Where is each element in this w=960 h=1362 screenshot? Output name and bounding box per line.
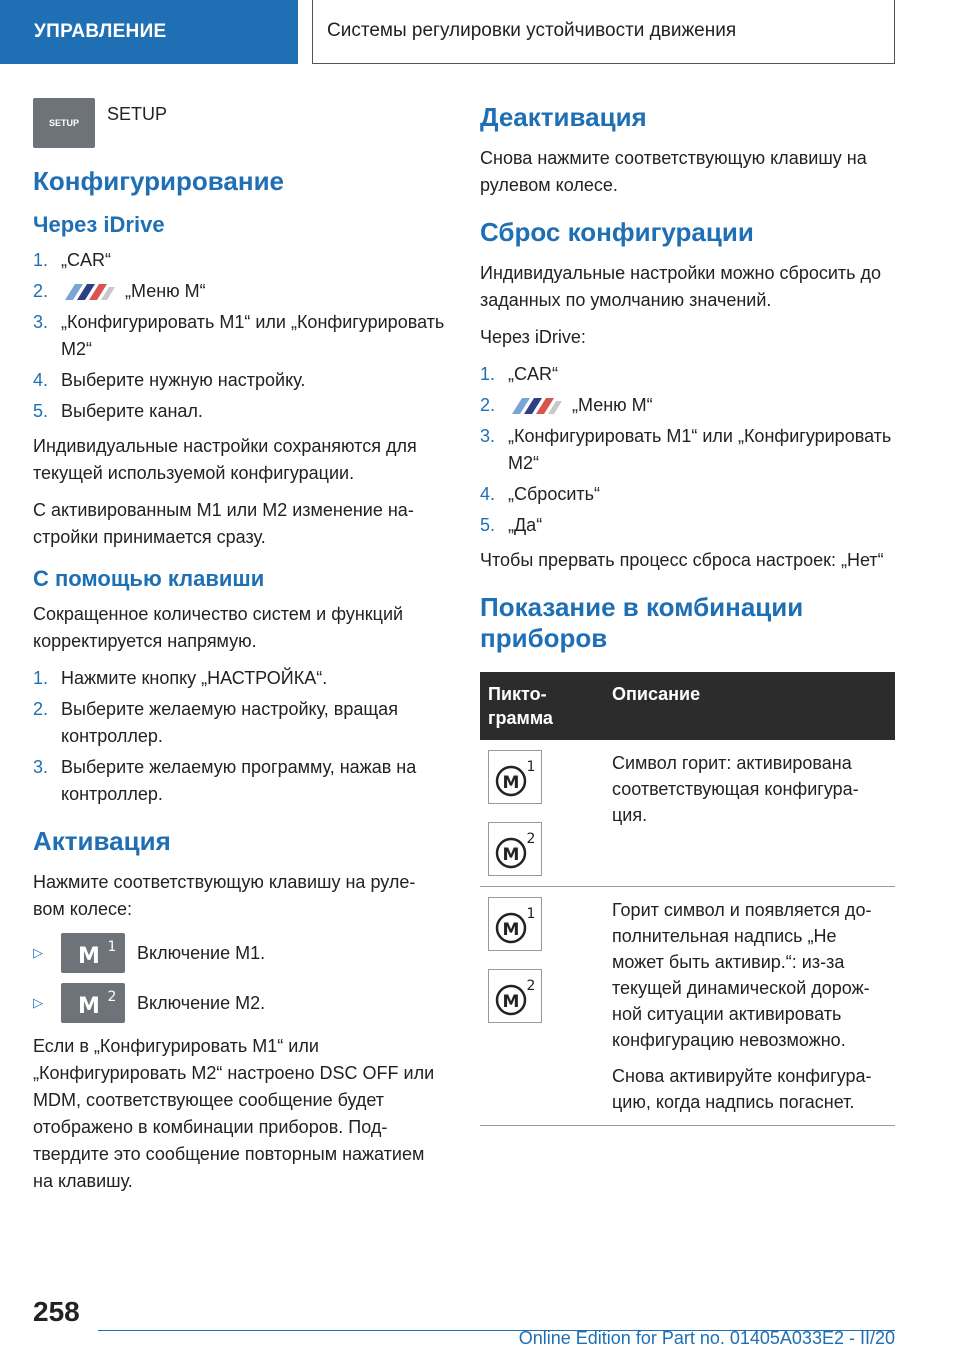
description-text: Снова активируйте конфигура-цию, когда надпись погаснет. <box>612 1066 872 1112</box>
steps-idrive <box>33 247 445 425</box>
paragraph-active: С активированным M1 или M2 изменение на-стройки принимается сразу. <box>33 500 414 547</box>
table-cell-icons <box>480 887 604 1126</box>
heading-activation: Активация <box>33 826 171 856</box>
step-number: 2. <box>33 281 49 301</box>
step-number: 2. <box>480 395 496 415</box>
description-text: Горит символ и появляется до-полнительная надпись „Не может быть активир.“: из-за текущей динамической дорож-ной ситуации активировать конфигурацию невозможно. <box>612 900 872 1050</box>
svg-text:M: M <box>502 920 520 940</box>
step-number: 1. <box>33 668 49 688</box>
list-item <box>480 481 895 508</box>
list-item <box>33 247 445 274</box>
paragraph-via: Через iDrive: <box>480 327 586 347</box>
table-row <box>480 887 895 1126</box>
list-item <box>480 361 895 388</box>
setup-row <box>33 98 445 148</box>
svg-text:1: 1 <box>526 759 536 775</box>
svg-text:M: M <box>78 994 100 1019</box>
table-row <box>480 740 895 887</box>
m1-indicator-icon <box>488 897 542 951</box>
svg-text:2: 2 <box>526 831 536 847</box>
heading-via-idrive: Через iDrive <box>33 212 165 237</box>
step-text: Выберите желаемую программу, нажав на контроллер. <box>61 757 417 804</box>
setup-button-image: SETUP <box>33 98 95 148</box>
activation-text: Включение M2. <box>137 992 266 1013</box>
step-text: Выберите канал. <box>61 401 203 421</box>
step-text: „Меню M“ <box>572 395 653 415</box>
svg-text:2: 2 <box>107 989 117 1005</box>
m-stripes-icon <box>61 284 117 300</box>
steps-reset <box>480 361 895 539</box>
paragraph-key: Сокращенное количество систем и функций корректируется напрямую. <box>33 604 404 651</box>
step-text: „Конфигурировать M1“ или „Конфигурировать M2“ <box>508 426 892 473</box>
step-text: „CAR“ <box>508 364 558 384</box>
paragraph-reset: Индивидуальные настройки можно сбросить до заданных по умолчанию значений. <box>480 263 882 310</box>
step-number: 5. <box>33 401 49 421</box>
list-item <box>33 665 445 692</box>
heading-via-key: С помощью клавиши <box>33 566 265 591</box>
list-item <box>33 696 445 750</box>
header-chapter: Системы регулировки устойчивости движения <box>312 0 895 64</box>
svg-text:2: 2 <box>526 978 536 994</box>
svg-text:1: 1 <box>107 939 117 955</box>
table-header-row <box>480 672 895 740</box>
list-item <box>33 398 445 425</box>
step-number: 3. <box>33 757 49 777</box>
triangle-bullet-icon: ▷ <box>33 945 43 960</box>
list-item <box>480 512 895 539</box>
right-column <box>480 98 895 1126</box>
activation-item-m1 <box>33 933 445 973</box>
list-item <box>33 309 445 363</box>
heading-display: Показание в комбинации приборов <box>480 592 804 653</box>
step-number: 1. <box>33 250 49 270</box>
table-cell-description <box>604 887 895 1126</box>
step-number: 4. <box>33 370 49 390</box>
description-text: Символ горит: активирована соответствующая конфигура-ция. <box>612 753 859 825</box>
svg-text:M: M <box>502 773 520 793</box>
step-text: Выберите желаемую настройку, вращая контроллер. <box>61 699 398 746</box>
steps-key <box>33 665 445 808</box>
svg-text:M: M <box>78 944 100 969</box>
step-number: 2. <box>33 699 49 719</box>
m1-indicator-icon <box>488 750 542 804</box>
step-text: „CAR“ <box>61 250 111 270</box>
footer-edition: Online Edition for Part no. 01405A033E2 - II/20 <box>518 1328 895 1348</box>
step-text: Выберите нужную настройку. <box>61 370 306 390</box>
svg-text:1: 1 <box>526 906 536 922</box>
paragraph-deactivation: Снова нажмите соответствующую клавишу на рулевом колесе. <box>480 148 867 195</box>
step-number: 3. <box>33 312 49 332</box>
list-item <box>33 367 445 394</box>
m-stripes-icon <box>508 398 564 414</box>
activation-text: Включение M1. <box>137 942 266 963</box>
table-cell-icons <box>480 740 604 887</box>
pictogram-table <box>480 672 895 1126</box>
step-text: „Меню M“ <box>125 281 206 301</box>
heading-reset: Сброс конфигурации <box>480 217 754 247</box>
paragraph-saved: Индивидуальные настройки сохраняются для текущей используемой конфигурации. <box>33 436 417 483</box>
step-number: 3. <box>480 426 496 446</box>
step-text: „Да“ <box>508 515 543 535</box>
list-item <box>33 754 445 808</box>
left-column <box>33 98 445 1205</box>
table-header-description: Описание <box>604 672 895 740</box>
m2-indicator-icon <box>488 822 542 876</box>
step-text: „Сбросить“ <box>508 484 600 504</box>
triangle-bullet-icon: ▷ <box>33 995 43 1010</box>
m2-button-icon <box>61 983 125 1023</box>
header-section: УПРАВЛЕНИЕ <box>0 0 298 64</box>
heading-configuration: Конфигурирование <box>33 166 285 196</box>
m1-button-icon <box>61 933 125 973</box>
step-text: „Конфигурировать M1“ или „Конфигурировать M2“ <box>61 312 445 359</box>
setup-label: SETUP <box>107 104 168 124</box>
paragraph-dsc: Если в „Конфигурировать M1“ или „Конфигурировать M2“ настроено DSC OFF или MDM, соответствующее сообщение будет отображено в комбинации приборов. Под-твердите это сообщение повторным нажатием на клавишу. <box>33 1036 435 1191</box>
step-number: 1. <box>480 364 496 384</box>
step-text: Нажмите кнопку „НАСТРОЙКА“. <box>61 668 328 688</box>
svg-text:M: M <box>502 992 520 1012</box>
svg-text:M: M <box>502 845 520 865</box>
m2-indicator-icon <box>488 969 542 1023</box>
list-item <box>480 423 895 477</box>
list-item <box>33 278 445 305</box>
table-header-pictogram: Пикто-грамма <box>480 672 604 740</box>
paragraph-activation: Нажмите соответствующую клавишу на руле-вом колесе: <box>33 872 416 919</box>
heading-deactivation: Деактивация <box>480 102 647 132</box>
step-number: 4. <box>480 484 496 504</box>
activation-item-m2 <box>33 983 445 1023</box>
list-item <box>480 392 895 419</box>
paragraph-abort: Чтобы прервать процесс сброса настроек: „Нет“ <box>480 550 884 570</box>
table-cell-description <box>604 740 895 887</box>
step-number: 5. <box>480 515 496 535</box>
page-number: 258 <box>33 1296 80 1327</box>
